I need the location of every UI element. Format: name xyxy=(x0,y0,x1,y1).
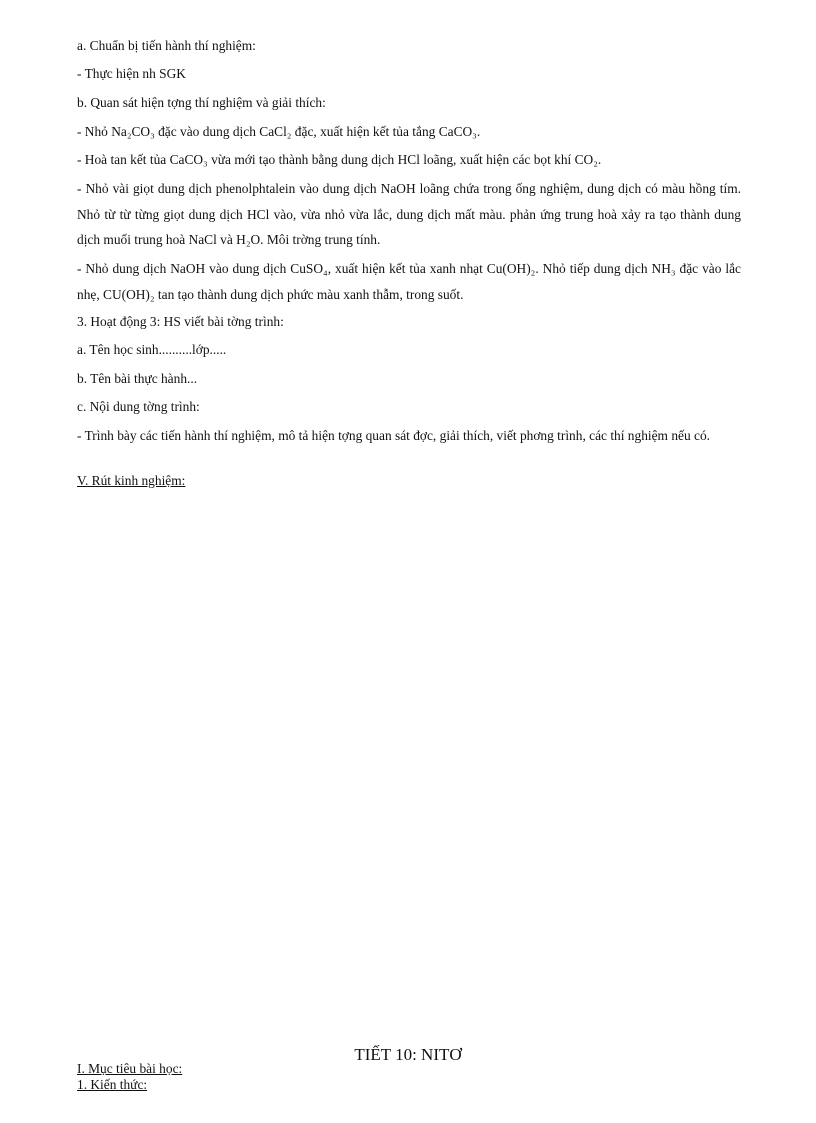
observation-4: - Nhỏ dung dịch NaOH vào dung dịch CuSO₄, xuất hiện kết tủa xanh nhạt Cu(OH)₂. Nhỏ tiếp dung dịch NH₃ đặc vào lắc nhẹ, CU(OH)₂ tan tạo thành dung dịch phức màu xanh thẫm, trong suốt. xyxy=(77,261,741,302)
lesson-title: TIẾT 10: NITƠ xyxy=(354,1045,462,1064)
activity-3-heading: 3. Hoạt động 3: HS viết bài tờng trình: xyxy=(77,314,284,329)
observation-3: - Nhỏ vài giọt dung dịch phenolphtalein vào dung dịch NaOH loãng chứa trong ống nghiệm, dung dịch có màu hồng tím. Nhỏ từ từ từng giọt dung dịch HCl vào, vừa nhỏ vừa lắc, dung dịch mất màu. phản ứng trung hoà xảy ra tạo thành dung dịch muối trung hoà NaCl và H₂O. Môi trờng trung tính. xyxy=(77,181,741,247)
prep-heading: a. Chuẩn bị tiến hành thí nghiệm: xyxy=(77,38,256,53)
content-item: - Trình bày các tiến hành thí nghiệm, mô tả hiện tợng quan sát đợc, giải thích, viết phơng trình, các thí nghiệm nếu có. xyxy=(77,428,710,443)
observation-1: - Nhỏ Na₂CO₃ đặc vào dung dịch CaCl₂ đặc, xuất hiện kết tủa tắng CaCO₃. xyxy=(77,124,481,139)
lab-name-line: b. Tên bài thực hành... xyxy=(77,371,198,386)
observation-2: - Hoà tan kết tủa CaCO₃ vừa mới tạo thành bằng dung dịch HCl loãng, xuất hiện các bọt khí CO₂. xyxy=(77,152,602,167)
review-heading: V. Rút kinh nghiệm: xyxy=(77,473,186,488)
knowledge-heading: 1. Kiến thức: xyxy=(77,1077,148,1092)
observe-heading: b. Quan sát hiện tợng thí nghiệm và giải thích: xyxy=(77,95,326,110)
student-name-line: a. Tên học sinh..........lớp..... xyxy=(77,342,227,357)
content-heading: c. Nội dung tờng trình: xyxy=(77,399,200,414)
objectives-heading: I. Mục tiêu bài học: xyxy=(77,1061,183,1076)
prep-item: - Thực hiện nh SGK xyxy=(77,66,186,81)
